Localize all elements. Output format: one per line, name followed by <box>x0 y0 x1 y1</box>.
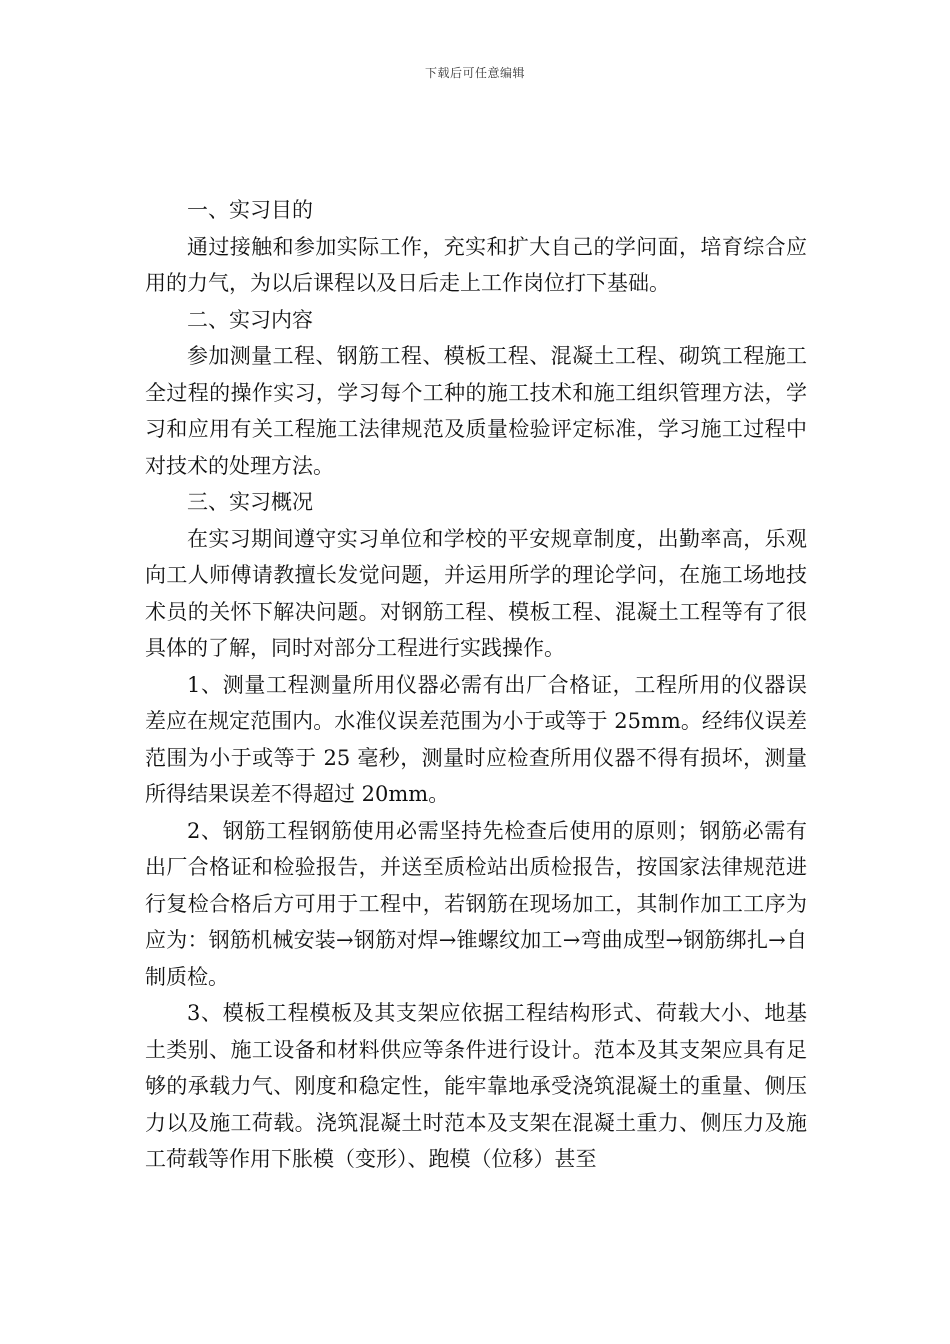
paragraph-overview: 在实习期间遵守实习单位和学校的平安规章制度，出勤率高，乐观向工人师傅请教擅长发觉问题，并运用所学的理论学问，在施工场地技术员的关怀下解决问题。对钢筋工程、模板工程、混凝土工程等有了很具体的了解，同时对部分工程进行实践操作。 <box>145 526 807 660</box>
paragraph-purpose: 通过接触和参加实际工作，充实和扩大自己的学问面，培育综合应用的力气，为以后课程以及日后走上工作岗位打下基础。 <box>145 234 807 295</box>
page-header-note: 下载后可任意编辑 <box>424 66 525 80</box>
paragraph-rebar: 2、钢筋工程钢筋使用必需坚持先检查后使用的原则；钢筋必需有出厂合格证和检验报告，并送至质检站出质检报告，按国家法律规范进行复检合格后方可用于工程中，若钢筋在现场加工，其制作加工工序为应为：钢筋机械安装→钢筋对焊→锥螺纹加工→弯曲成型→钢筋绑扎→自制质检。 <box>145 818 807 989</box>
paragraph-surveying: 1、测量工程测量所用仪器必需有出厂合格证，工程所用的仪器误差应在规定范围内。水准仪误差范围为小于或等于 25mm。经纬仪误差范围为小于或等于 25 毫秒，测量时应检查所用仪器不得有损坏，测量所得结果误差不得超过 20mm。 <box>145 672 807 806</box>
paragraph-formwork: 3、模板工程模板及其支架应依据工程结构形式、荷载大小、地基土类别、施工设备和材料供应等条件进行设计。范本及其支架应具有足够的承载力气、刚度和稳定性，能牢靠地承受浇筑混凝土的重量、侧压力以及施工荷载。浇筑混凝土时范本及支架在混凝土重力、侧压力及施工荷载等作用下胀模（变形）、跑模（位移）甚至 <box>145 1001 807 1171</box>
document-body <box>145 192 807 1178</box>
paragraph-content: 参加测量工程、钢筋工程、模板工程、混凝土工程、砌筑工程施工全过程的操作实习，学习每个工种的施工技术和施工组织管理方法，学习和应用有关工程施工法律规范及质量检验评定标准，学习施工过程中对技术的处理方法。 <box>145 344 807 478</box>
section-heading-content: 二、实习内容 <box>187 307 313 332</box>
section-heading-overview: 三、实习概况 <box>187 490 313 514</box>
section-heading-purpose: 一、实习目的 <box>187 198 313 222</box>
